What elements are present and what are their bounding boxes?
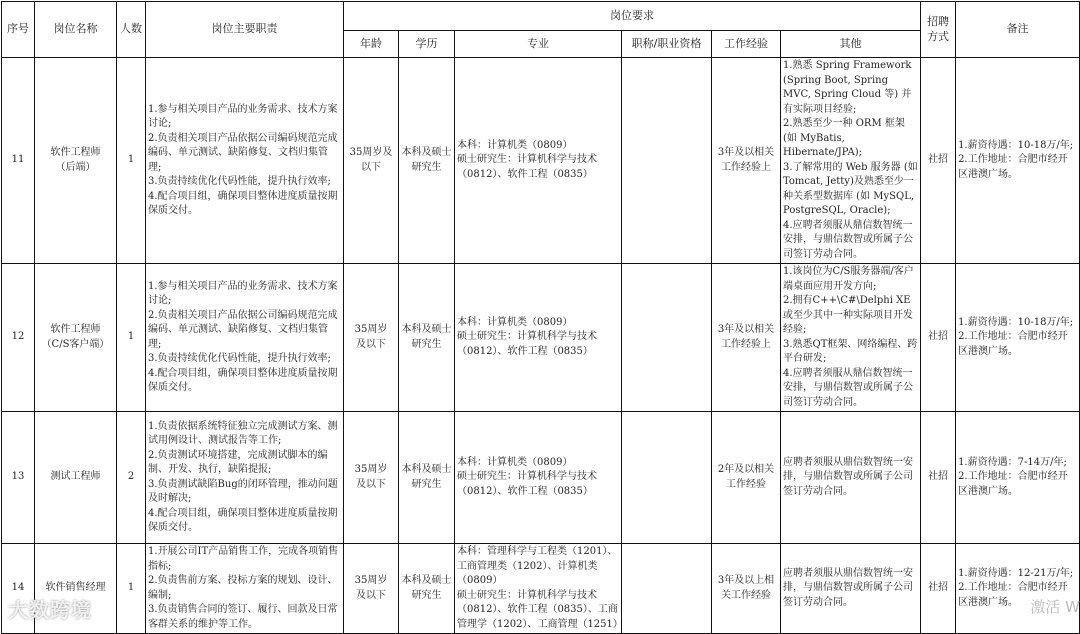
cell-seq: 11 bbox=[2, 58, 35, 264]
cell-name: 测试工程师 bbox=[35, 412, 117, 544]
cell-name: 软件销售经理 bbox=[35, 544, 117, 634]
cell-count: 1 bbox=[117, 544, 146, 634]
cell-education: 本科及硕士研究生 bbox=[399, 412, 455, 544]
table-row bbox=[2, 264, 1080, 412]
header-method: 招聘方式 bbox=[921, 2, 956, 58]
cell-other: 1.熟悉 Spring Framework (Spring Boot, Spring MVC, Spring Cloud 等) 并有实际项目经验; 2.熟悉至少一种 ORM 框架 (如 MyBatis, Hibernate/JPA); 3.了解常用的 Web 服务器 (如 Tomcat, Jetty)及熟悉至少一种关系型数据库 (如 MySQL, PostgreSQL, Oracle); 4.应聘者须服从鼎信数智统一安排，与鼎信数智或所属子公司签订劳动合同。 bbox=[781, 58, 921, 264]
header-seq: 序号 bbox=[2, 2, 35, 58]
cell-name: 软件工程师 （后端） bbox=[35, 58, 117, 264]
cell-method: 社招 bbox=[921, 412, 956, 544]
header-remarks: 备注 bbox=[956, 2, 1080, 58]
recruitment-table bbox=[1, 1, 1080, 634]
cell-name: 软件工程师 （C/S客户端） bbox=[35, 264, 117, 412]
cell-age: 35周岁及以下 bbox=[344, 58, 399, 264]
cell-count: 2 bbox=[117, 412, 146, 544]
cell-remarks: 1.薪资待遇：10-18万/年; 2.工作地址：合肥市经开区港澳广场。 bbox=[956, 58, 1080, 264]
cell-other: 1.该岗位为C/S服务器端/客户端桌面应用开发方向; 2.拥有C++\C#\Delphi XE或至少其中一种实际项目开发经验; 3.熟悉QT框架、网络编程、跨平台研发; 4.应聘者须服从鼎信数智统一安排，与鼎信数智或所属子公司签订劳动合同。 bbox=[781, 264, 921, 412]
table-row bbox=[2, 544, 1080, 634]
cell-experience: 3年及以上相关工作经验 bbox=[712, 544, 781, 634]
cell-duties: 1.参与相关项目产品的业务需求、技术方案讨论; 2.负责相关项目产品依据公司编码规范完成编码、单元测试、缺陷修复、文档归集管理; 3.负责持续优化代码性能，提升执行效率; 4.配合项目组，确保项目整体进度质量按期保质交付。 bbox=[146, 264, 344, 412]
cell-education: 本科及硕士研究生 bbox=[399, 544, 455, 634]
cell-seq: 12 bbox=[2, 264, 35, 412]
header-count: 人数 bbox=[117, 2, 146, 58]
cell-remarks: 1.薪资待遇：12-21万/年; 2.工作地址：合肥市经开区港澳广场。 bbox=[956, 544, 1080, 634]
cell-experience: 2年及以相关工作经验 bbox=[712, 412, 781, 544]
cell-education: 本科及硕士研究生 bbox=[399, 264, 455, 412]
cell-age: 35周岁 及以下 bbox=[344, 544, 399, 634]
header-other: 其他 bbox=[781, 31, 921, 58]
cell-other: 应聘者须服从鼎信数智统一安排，与鼎信数智或所属子公司签订劳动合同。 bbox=[781, 412, 921, 544]
header-duties: 岗位主要职责 bbox=[146, 2, 344, 58]
cell-count: 1 bbox=[117, 58, 146, 264]
header-title: 职称/职业资格 bbox=[622, 31, 712, 58]
header-education: 学历 bbox=[399, 31, 455, 58]
cell-seq: 13 bbox=[2, 412, 35, 544]
cell-major: 本科：计算机类（0809） 硕士研究生：计算机科学与技术（0812）、软件工程（0835） bbox=[455, 58, 622, 264]
cell-major: 本科：计算机类（0809） 硕士研究生：计算机科学与技术（0812）、软件工程（0835） bbox=[455, 264, 622, 412]
header-name: 岗位名称 bbox=[35, 2, 117, 58]
cell-title bbox=[622, 264, 712, 412]
cell-age: 35周岁 及以下 bbox=[344, 264, 399, 412]
cell-remarks: 1.薪资待遇：7-14万/年; 2.工作地址：合肥市经开区港澳广场。 bbox=[956, 412, 1080, 544]
cell-duties: 1.开展公司IT产品销售工作，完成各项销售指标; 2.负责售前方案、投标方案的规划、设计、编制; 3.负责销售合同的签订、履行、回款及日常客群关系的维护等工作。 bbox=[146, 544, 344, 634]
cell-major: 本科：计算机类（0809） 硕士研究生：计算机科学与技术（0812）、软件工程（0835） bbox=[455, 412, 622, 544]
cell-method: 社招 bbox=[921, 544, 956, 634]
header-age: 年龄 bbox=[344, 31, 399, 58]
cell-title bbox=[622, 58, 712, 264]
cell-title bbox=[622, 544, 712, 634]
cell-age: 35周岁 及以下 bbox=[344, 412, 399, 544]
cell-education: 本科及硕士研究生 bbox=[399, 58, 455, 264]
cell-experience: 3年及以相关工作经验上 bbox=[712, 264, 781, 412]
cell-method: 社招 bbox=[921, 58, 956, 264]
table-row bbox=[2, 412, 1080, 544]
cell-title bbox=[622, 412, 712, 544]
activation-text: 激活 W bbox=[1030, 598, 1080, 616]
header-major: 专业 bbox=[455, 31, 622, 58]
cell-count: 1 bbox=[117, 264, 146, 412]
cell-duties: 1.负责依据系统特征独立完成测试方案、测试用例设计、测试报告等工作; 2.负责测试环境搭建，完成测试脚本的编制、开发、执行，缺陷提报; 3.负责测试缺陷Bug的闭环管理，推动问题及时解决; 4.配合项目组，确保项目整体进度质量按期保质交付。 bbox=[146, 412, 344, 544]
cell-remarks: 1.薪资待遇：10-18万/年; 2.工作地址：合肥市经开区港澳广场。 bbox=[956, 264, 1080, 412]
header-experience: 工作经验 bbox=[712, 31, 781, 58]
cell-duties: 1.参与相关项目产品的业务需求、技术方案讨论; 2.负责相关项目产品依据公司编码规范完成编码、单元测试、缺陷修复、文档归集管理; 3.负责持续优化代码性能，提升执行效率; 4.配合项目组，确保项目整体进度质量按期保质交付。 bbox=[146, 58, 344, 264]
table-row bbox=[2, 58, 1080, 264]
cell-major: 本科：管理科学与工程类（1201）、工商管理类（1202）、计算机类（0809） 硕士研究生：计算机科学与技术（0812）、软件工程（0835）、工商管理学（1202）、工商管理（1251） bbox=[455, 544, 622, 634]
cell-method: 社招 bbox=[921, 264, 956, 412]
watermark-logo: 大数跨境 bbox=[8, 598, 92, 622]
cell-experience: 3年及以相关工作经验上 bbox=[712, 58, 781, 264]
cell-other: 应聘者须服从鼎信数智统一安排，与鼎信数智或所属子公司签订劳动合同。 bbox=[781, 544, 921, 634]
header-requirements: 岗位要求 bbox=[344, 2, 921, 31]
cell-seq: 14 bbox=[2, 544, 35, 634]
